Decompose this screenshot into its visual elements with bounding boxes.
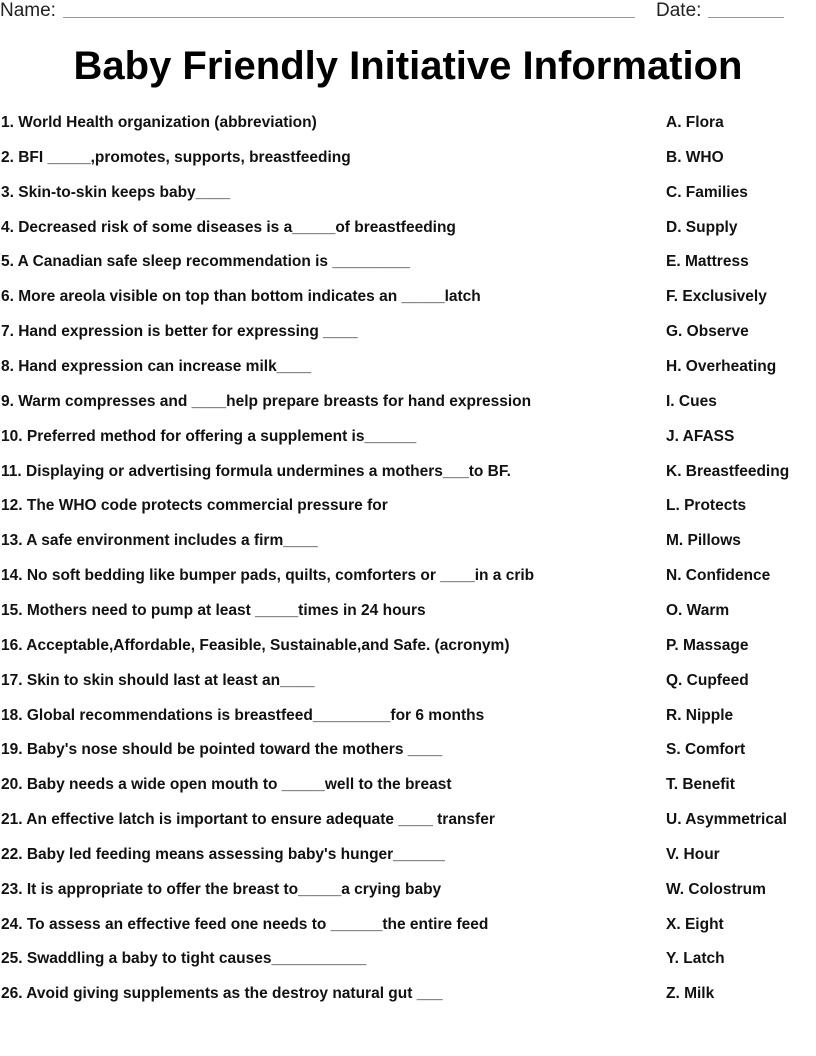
answer-option: N. Confidence xyxy=(666,567,771,584)
clue-text: 12. The WHO code protects commercial pressure for xyxy=(1,497,388,515)
list-item xyxy=(0,809,816,833)
answer-option: G. Observe xyxy=(666,323,749,341)
answer-option: S. Comfort xyxy=(666,741,746,759)
list-item xyxy=(0,879,816,903)
name-label: Name: xyxy=(0,0,56,21)
answer-option: X. Eight xyxy=(666,915,724,933)
date-label: Date: xyxy=(656,0,702,21)
answer-option: L. Protects xyxy=(666,497,747,515)
clue-text: 15. Mothers need to pump at least _____times in 24 hours xyxy=(1,601,426,619)
list-item xyxy=(0,948,816,972)
list-item xyxy=(0,147,816,171)
list-item xyxy=(0,182,816,206)
clue-text: 4. Decreased risk of some diseases is a_____of breastfeeding xyxy=(1,218,456,236)
clue-text: 3. Skin-to-skin keeps baby____ xyxy=(1,183,231,201)
list-item xyxy=(0,983,816,1007)
answer-option: Q. Cupfeed xyxy=(666,671,749,689)
clue-text: 8. Hand expression can increase milk____ xyxy=(1,358,312,375)
clue-text: 22. Baby led feeding means assessing baby's hunger______ xyxy=(1,845,445,863)
answer-option: K. Breastfeeding xyxy=(666,462,790,480)
list-item xyxy=(0,495,816,519)
answer-option: Z. Milk xyxy=(666,985,715,1003)
answer-option: D. Supply xyxy=(666,218,738,236)
list-item xyxy=(0,286,816,310)
answer-option: F. Exclusively xyxy=(666,288,767,306)
answer-option: O. Warm xyxy=(666,601,730,619)
clue-text: 10. Preferred method for offering a supplement is______ xyxy=(1,427,417,445)
clue-text: 24. To assess an effective feed one needs to ______the entire feed xyxy=(1,915,489,933)
clue-text: 20. Baby needs a wide open mouth to _____well to the breast xyxy=(1,776,452,794)
date-blank-line[interactable] xyxy=(708,17,784,18)
list-item xyxy=(0,914,816,938)
clue-text: 21. An effective latch is important to ensure adequate ____ transfer xyxy=(1,811,495,828)
clue-text: 14. No soft bedding like bumper pads, quilts, comforters or ____in a crib xyxy=(1,567,535,584)
list-item xyxy=(0,391,816,415)
clue-text: 1. World Health organization (abbreviation) xyxy=(1,114,317,131)
answer-option: M. Pillows xyxy=(666,532,741,550)
answer-option: A. Flora xyxy=(666,114,724,131)
answer-option: B. WHO xyxy=(666,148,724,166)
clue-text: 2. BFI _____,promotes, supports, breastfeeding xyxy=(1,148,351,166)
page-title: Baby Friendly Initiative Information xyxy=(73,44,743,88)
answer-option: H. Overheating xyxy=(666,358,777,375)
answer-option: T. Benefit xyxy=(666,776,735,794)
clue-text: 17. Skin to skin should last at least an____ xyxy=(1,671,315,689)
answer-option: I. Cues xyxy=(666,392,717,410)
clue-text: 23. It is appropriate to offer the breast to_____a crying baby xyxy=(1,880,442,898)
list-item xyxy=(0,112,816,136)
answer-option: V. Hour xyxy=(666,845,720,863)
list-item xyxy=(0,844,816,868)
clue-text: 6. More areola visible on top than bottom indicates an _____latch xyxy=(1,288,481,306)
list-item xyxy=(0,565,816,589)
answer-option: U. Asymmetrical xyxy=(666,811,787,828)
list-item xyxy=(0,774,816,798)
clue-text: 7. Hand expression is better for expressing ____ xyxy=(1,323,358,341)
answer-option: C. Families xyxy=(666,183,748,201)
list-item xyxy=(0,600,816,624)
clue-text: 5. A Canadian safe sleep recommendation is _________ xyxy=(1,253,410,271)
list-item xyxy=(0,461,816,485)
clue-text: 25. Swaddling a baby to tight causes___________ xyxy=(1,950,367,968)
list-item xyxy=(0,356,816,380)
clue-text: 16. Acceptable,Affordable, Feasible, Sustainable,and Safe. (acronym) xyxy=(1,636,510,654)
list-item xyxy=(0,217,816,241)
answer-option: Y. Latch xyxy=(666,950,725,968)
name-blank-line[interactable] xyxy=(63,17,635,18)
answer-option: J. AFASS xyxy=(666,427,735,445)
clue-text: 11. Displaying or advertising formula undermines a mothers___to BF. xyxy=(1,462,511,480)
list-item xyxy=(0,670,816,694)
list-item xyxy=(0,705,816,729)
list-item xyxy=(0,321,816,345)
list-item xyxy=(0,426,816,450)
clue-text: 26. Avoid giving supplements as the destroy natural gut ___ xyxy=(1,985,443,1003)
list-item xyxy=(0,530,816,554)
list-item xyxy=(0,251,816,275)
clue-text: 18. Global recommendations is breastfeed_________for 6 months xyxy=(1,706,485,724)
answer-option: P. Massage xyxy=(666,636,749,654)
answer-option: W. Colostrum xyxy=(666,880,766,898)
clue-text: 13. A safe environment includes a firm____ xyxy=(1,532,318,550)
answer-option: R. Nipple xyxy=(666,706,734,724)
clue-text: 19. Baby's nose should be pointed toward the mothers ____ xyxy=(1,741,443,759)
list-item xyxy=(0,635,816,659)
clue-text: 9. Warm compresses and ____help prepare breasts for hand expression xyxy=(1,392,532,410)
answer-option: E. Mattress xyxy=(666,253,749,271)
list-item xyxy=(0,739,816,763)
